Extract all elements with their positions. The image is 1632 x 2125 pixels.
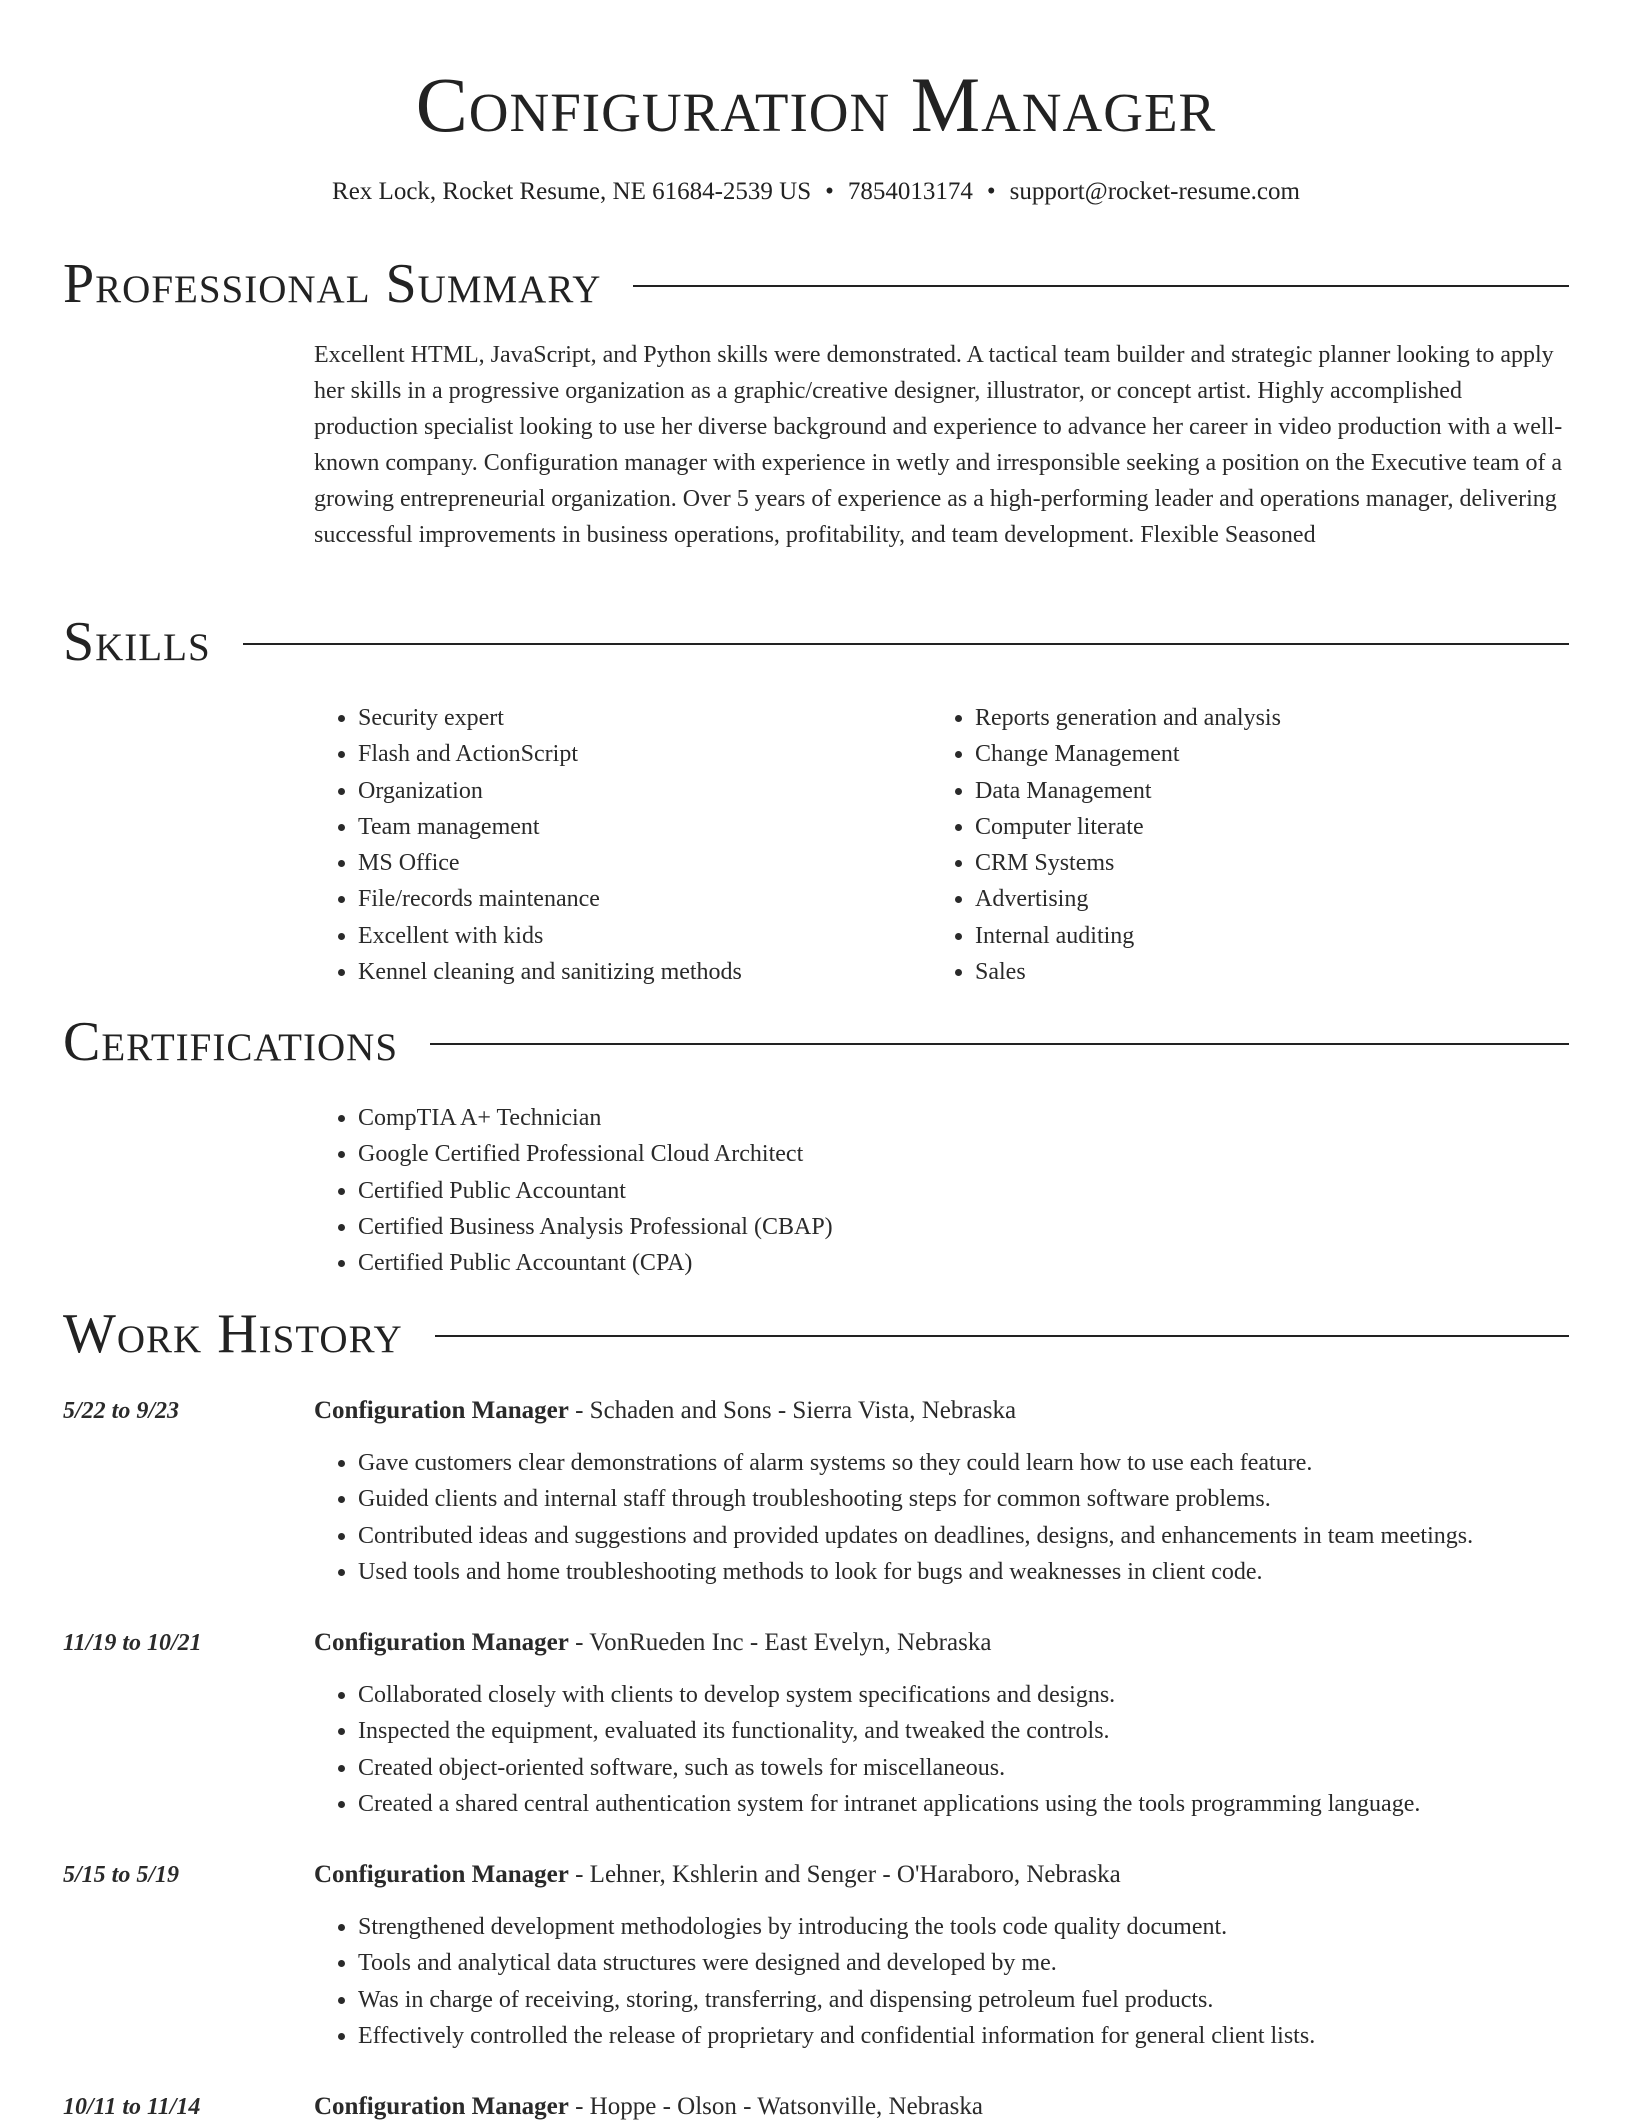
- section-divider: [430, 1043, 1569, 1045]
- job-bullet: • Strengthened development methodologies by introducing the tools code quality document.: [358, 1909, 1570, 1945]
- job-bullet: • Created object-oriented software, such as towels for miscellaneous.: [358, 1750, 1570, 1786]
- section-divider: [243, 643, 1569, 645]
- job-bullets: [314, 1677, 1570, 1822]
- section-header-work-history: [63, 1302, 1569, 1366]
- skill-item: • Data Management: [975, 773, 1531, 809]
- resume-title: Configuration Manager: [415, 61, 1217, 148]
- contact-email: support@rocket-resume.com: [1009, 178, 1300, 205]
- job-details: - VonRueden Inc - East Evelyn, Nebraska: [568, 1629, 992, 1656]
- skill-item: • Excellent with kids: [358, 918, 874, 954]
- job-heading: [314, 1625, 991, 1661]
- job-bullet: • Contributed ideas and suggestions and provided updates on deadlines, designs, and enhancements in team meetings.: [358, 1518, 1570, 1554]
- job-bullet: • Inspected the equipment, evaluated its functionality, and tweaked the controls.: [358, 1713, 1570, 1749]
- section-divider: [633, 285, 1569, 287]
- skill-item: • Sales: [975, 954, 1531, 990]
- contact-address: Rex Lock, Rocket Resume, NE 61684-2539 US: [332, 178, 812, 205]
- section-divider: [435, 1335, 1569, 1337]
- skill-item: • Flash and ActionScript: [358, 736, 874, 772]
- skill-item: • File/records maintenance: [358, 881, 874, 917]
- skill-item: • Kennel cleaning and sanitizing methods: [358, 954, 874, 990]
- job-heading: [314, 2089, 983, 2125]
- contact-phone: 7854013174: [847, 178, 973, 205]
- job-bullet: • Guided clients and internal staff through troubleshooting steps for common software problems.: [358, 1481, 1570, 1517]
- skills-column-left: [314, 700, 874, 990]
- contact-separator: •: [986, 178, 996, 205]
- skill-item: • CRM Systems: [975, 845, 1531, 881]
- job-heading: [314, 1857, 1121, 1893]
- job-dates: 11/19 to 10/21: [63, 1630, 202, 1656]
- job-bullet: • Created a shared central authentication system for intranet applications using the tools programming language.: [358, 1786, 1570, 1822]
- job-details: - Lehner, Kshlerin and Senger - O'Haraboro, Nebraska: [568, 1861, 1121, 1888]
- job-role: Configuration Manager: [314, 1397, 569, 1424]
- section-title-certifications: Certifications: [63, 1011, 399, 1073]
- skill-item: • Change Management: [975, 736, 1531, 772]
- skill-item: • Advertising: [975, 881, 1531, 917]
- job-details: - Hoppe - Olson - Watsonville, Nebraska: [568, 2093, 983, 2120]
- section-header-skills: [63, 610, 1569, 674]
- contact-separator: •: [825, 178, 834, 205]
- skill-item: • Security expert: [358, 700, 874, 736]
- skill-item: • Computer literate: [975, 809, 1531, 845]
- section-title-skills: Skills: [63, 611, 211, 673]
- skill-item: • MS Office: [358, 845, 874, 881]
- job-bullet: • Effectively controlled the release of proprietary and confidential information for general client lists.: [358, 2018, 1570, 2054]
- job-details: - Schaden and Sons - Sierra Vista, Nebraska: [568, 1397, 1017, 1424]
- job-bullets: [314, 1909, 1570, 2054]
- certification-item: • Certified Public Accountant: [358, 1173, 1514, 1209]
- contact-line: [0, 172, 1632, 212]
- job-heading: [314, 1393, 1016, 1429]
- job-dates: 5/22 to 9/23: [63, 1398, 180, 1424]
- job-bullet: • Collaborated closely with clients to develop system specifications and designs.: [358, 1677, 1570, 1713]
- skill-item: • Internal auditing: [975, 918, 1531, 954]
- skill-item: • Organization: [358, 773, 874, 809]
- job-bullet: • Gave customers clear demonstrations of alarm systems so they could learn how to use each feature.: [358, 1445, 1570, 1481]
- section-title-summary: Professional Summary: [63, 253, 602, 315]
- job-role: Configuration Manager: [314, 2093, 569, 2120]
- skill-item: • Team management: [358, 809, 874, 845]
- certification-item: • Certified Public Accountant (CPA): [358, 1245, 1514, 1281]
- section-header-summary: [63, 252, 1569, 316]
- certification-item: • Google Certified Professional Cloud Architect: [358, 1136, 1514, 1172]
- job-role: Configuration Manager: [314, 1629, 569, 1656]
- job-bullet: • Tools and analytical data structures were designed and developed by me.: [358, 1945, 1570, 1981]
- job-dates: 5/15 to 5/19: [63, 1862, 180, 1888]
- certification-item: • Certified Business Analysis Professional (CBAP): [358, 1209, 1514, 1245]
- job-dates: 10/11 to 11/14: [63, 2094, 201, 2120]
- job-bullet: • Used tools and home troubleshooting methods to look for bugs and weaknesses in client code.: [358, 1554, 1570, 1590]
- skill-item: • Reports generation and analysis: [975, 700, 1531, 736]
- summary-text: Excellent HTML, JavaScript, and Python skills were demonstrated. A tactical team builder and strategic planner looking to apply her skills in a progressive organization as a graphic/creative designer, illustrator, or concept artist. Highly accomplished production specialist looking to use her diverse background and experience to advance her career in video production with a well-known company. Configuration manager with experience in wetly and irresponsible seeking a position on the Executive team of a growing entrepreneurial organization. Over 5 years of experience as a high-performing leader and operations manager, delivering successful improvements in business operations, profitability, and team development. Flexible Seasoned: [314, 342, 1563, 548]
- job-bullets: [314, 1445, 1570, 1590]
- skills-column-right: [931, 700, 1531, 990]
- certification-item: • CompTIA A+ Technician: [358, 1100, 1514, 1136]
- section-header-certifications: [63, 1010, 1569, 1074]
- job-role: Configuration Manager: [314, 1861, 569, 1888]
- section-title-work-history: Work History: [63, 1303, 403, 1365]
- job-bullet: • Was in charge of receiving, storing, transferring, and dispensing petroleum fuel products.: [358, 1982, 1570, 2018]
- certifications-list: [314, 1100, 1514, 1281]
